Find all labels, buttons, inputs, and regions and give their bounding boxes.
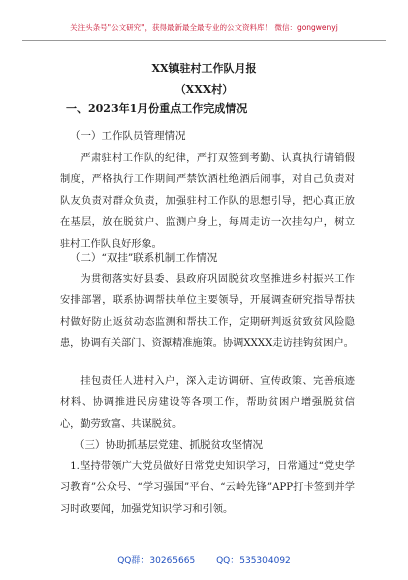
paragraph-1: 严肃驻村工作队的纪律，严打双签到考勤、认真执行请销假制度，严格执行工作期间严禁饮酒杜绝酒后闹事，对自己负责对队友负责对群众负责，加强驻村工作队的思想引导，把心真正放在基层，放在脱贫户、监测户身上，每周走访一次挂勾户，树立驻村工作队良好形象。 [60,153,355,250]
subsection-heading-3: （三）协助抓基层党建、抓脱贫攻坚情况 [74,439,263,451]
document-title: XX镇驻村工作队月报 [151,62,257,75]
subsection-heading-2: （二）“双挂”联系机制工作情况 [70,252,218,264]
paragraph-4: 1.坚持带领广大党员做好日常党史知识学习，日常通过“党史学习教育”公众号、“学习强国”平台、“云岭先锋”APP打卡签到并学习时政要闻，加强党知识学习和引领。 [60,461,355,515]
header-divider [22,40,386,41]
footer-contacts [0,553,408,566]
footer-qq-group: QQ群：30265665 [117,556,196,566]
paragraph-2: 为贯彻落实好县委、县政府巩固脱贫攻坚推进乡村振兴工作安排部署，联系协调帮扶单位主要领导，开展调查研究指导帮扶村做好防止返贫动态监测和帮扶工作，定期研判返贫致贫风险隐患，协调有关部门、资源精准施策。协调XXXX走访挂钩贫困户。 [60,274,355,350]
header-banner: 关注头条号"公文研究"，获得最新最全最专业的公文资料库！ 微信：gongwenyj [70,23,338,32]
footer-qq: QQ：535304092 [216,556,291,566]
section-heading-1: 一、2023年1月份重点工作完成情况 [66,102,248,115]
document-subtitle: （XXX村） [174,83,234,96]
paragraph-3: 挂包责任人进村入户，深入走访调研、宣传政策、完善痕迹材料、协调推进民房建设等各项工作，帮助贫困户增强脱贫信心，勤劳致富、共谋脱贫。 [60,376,355,430]
subsection-heading-1: （一）工作队员管理情况 [70,130,186,142]
